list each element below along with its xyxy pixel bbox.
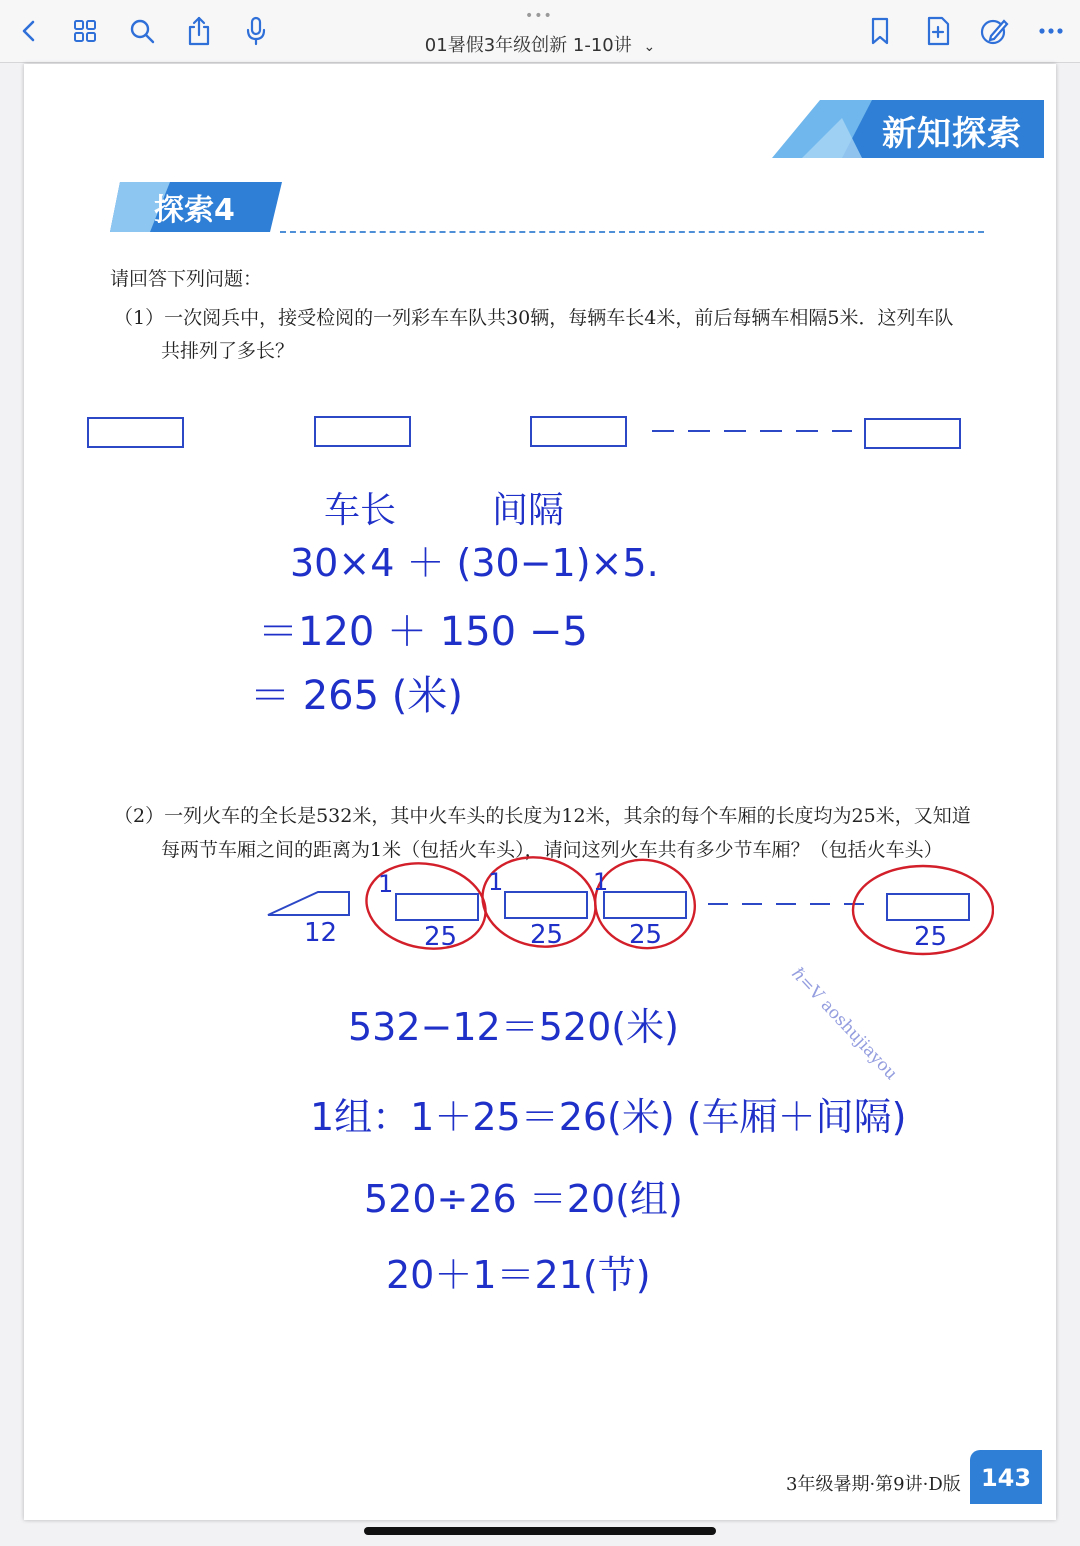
question-1-line-1: （1）一次阅兵中，接受检阅的一列彩车车队共30辆，每辆车长4米，前后每辆车相隔5米．这列车队 [114, 307, 954, 329]
question-2-line-2: 每两节车厢之间的距离为1米（包括火车头），请问这列火车共有多少节车厢？（包括火车头） [161, 839, 943, 861]
section-badge: 探索4 [154, 193, 235, 228]
document-page[interactable] [24, 64, 1056, 1520]
carriage-box [604, 892, 686, 918]
question-2-diagram [254, 854, 994, 964]
carriage-box [396, 894, 478, 920]
app-toolbar [0, 0, 1080, 63]
car-length-mark: 25 [530, 920, 564, 950]
question-1-line-2: 共排列了多长？ [161, 340, 295, 362]
head-length-mark: 12 [304, 918, 338, 948]
watermark: ℏ=V aoshujiayou [787, 964, 902, 1085]
car-box [865, 419, 960, 448]
gap-mark: 1 [488, 868, 504, 896]
handwriting-label: 间隔 [492, 490, 565, 531]
gap-mark: 1 [593, 868, 609, 896]
question-2-line-1: （2）一列火车的全长是532米，其中火车头的长度为12米，其余的每个车厢的长度均为25米，又知道 [114, 805, 971, 827]
locomotive-shape [268, 892, 349, 915]
question-1-diagram [84, 410, 974, 454]
handwriting-label: 车长 [324, 490, 397, 531]
car-length-mark: 25 [424, 922, 458, 952]
intro-text: 请回答下列问题： [110, 268, 263, 290]
drag-handle[interactable]: ••• [525, 8, 553, 24]
page-number-badge [970, 1450, 1042, 1504]
handwriting-line: 30×4 ＋ (30−1)×5. [290, 541, 659, 585]
car-box [315, 417, 410, 446]
handwriting-line: ＝120 ＋ 150 −5 [258, 609, 588, 655]
section-divider [280, 231, 984, 233]
page-number: 143 [980, 1464, 1032, 1492]
handwriting-line: 20＋1＝21(节) [386, 1253, 651, 1297]
chevron-down-icon: ⌄ [643, 39, 656, 55]
home-indicator[interactable] [364, 1527, 716, 1535]
document-title[interactable] [0, 31, 1080, 57]
add-page-icon[interactable] [921, 14, 955, 48]
handwriting-line: 520÷26 ＝20(组) [364, 1177, 683, 1221]
handwriting-line: ＝ 265 (米) [250, 673, 463, 719]
car-length-mark: 25 [914, 922, 948, 952]
handwriting-line: 1组：1＋25＝26(米) (车厢＋间隔) [310, 1095, 907, 1139]
carriage-box [505, 892, 587, 918]
car-box [88, 418, 183, 447]
handwriting-line: 532−12＝520(米) [348, 1005, 679, 1049]
footer-label: 3年级暑期·第9讲·D版 [786, 1474, 961, 1495]
car-box [531, 417, 626, 446]
bookmark-icon[interactable] [863, 14, 897, 48]
section-banner: 新知探索 [882, 114, 1022, 154]
car-length-mark: 25 [629, 920, 663, 950]
document-title-text: 01暑假3年级创新 1-10讲 [424, 35, 632, 56]
gap-mark: 1 [378, 870, 394, 898]
more-icon[interactable] [1034, 14, 1068, 48]
markup-pen-icon[interactable] [977, 14, 1011, 48]
carriage-box [887, 894, 969, 920]
